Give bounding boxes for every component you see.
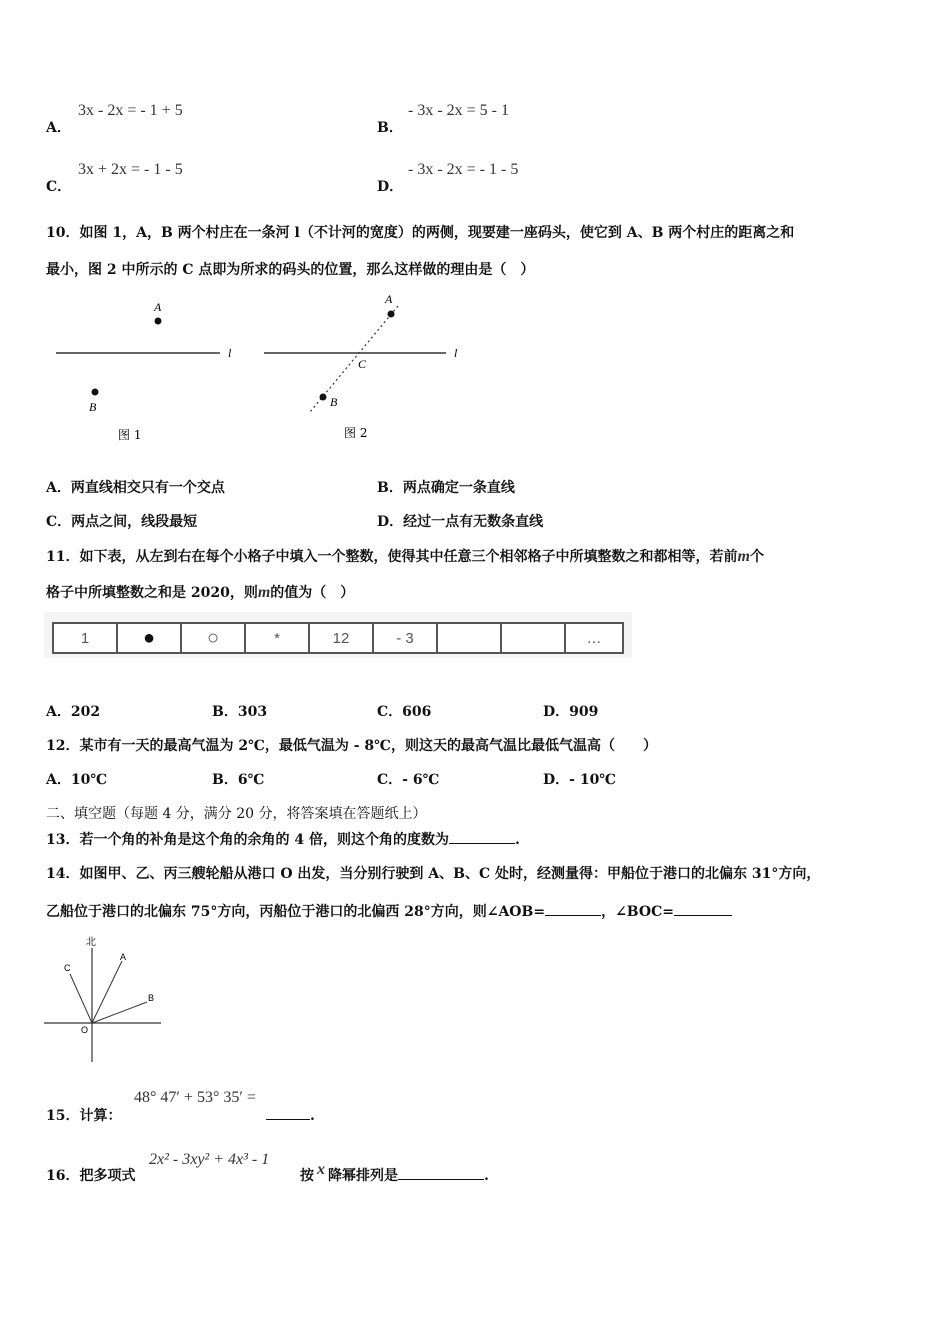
q9-option-a-expr: 3x - 2x = - 1 + 5 — [78, 102, 183, 119]
fig2-point-a — [388, 311, 395, 318]
q11-table — [52, 622, 624, 654]
q14-line1: 14．如图甲、乙、丙三艘轮船从港口 O 出发，当分别行驶到 A、B、C 处时，经测量得：甲船位于港口的北偏东 31°方向， — [46, 866, 821, 882]
q9-option-d-label: D． — [377, 179, 404, 195]
q16-answer-blank[interactable] — [398, 1165, 484, 1180]
fig2-label-a: A — [385, 292, 393, 306]
q11-var-m: m — [737, 548, 750, 565]
q9-option-d-expr: - 3x - 2x = - 1 - 5 — [408, 161, 519, 178]
fig2-label-b: B — [330, 395, 338, 409]
q11-line2-end: 的值为（ ） — [270, 585, 355, 601]
q15-expression — [134, 1089, 256, 1107]
fig2-caption: 图 2 — [344, 426, 368, 440]
q15-plus: + — [183, 1089, 193, 1106]
q10-line1: 10．如图 1，A，B 两个村庄在一条河 l（不计河的宽度）的两侧，现要建一座码头，使它到 A、B 两个村庄的距离之和 — [46, 225, 795, 241]
section2-title: 二、填空题（每题 4 分，满分 20 分，将答案填在答题纸上） — [46, 806, 427, 822]
q15-expr-b: 53° 35′ — [196, 1089, 243, 1106]
q11-cell-8 — [502, 624, 566, 652]
q11-cell-3: ○ — [182, 624, 246, 652]
q15-expr-a: 48° 47′ — [134, 1089, 180, 1106]
q15-end: . — [310, 1108, 315, 1124]
q11-option-b: B．303 — [212, 704, 268, 720]
q10-option-c: C．两点之间，线段最短 — [46, 514, 198, 530]
q11-option-a: A．202 — [46, 704, 101, 720]
q10-option-a: A．两直线相交只有一个交点 — [46, 480, 225, 496]
q10-figures — [40, 290, 480, 450]
fig1-label-a: A — [154, 300, 162, 314]
q12-option-b: B．6℃ — [212, 772, 265, 788]
q12-option-d: D．- 10℃ — [543, 772, 617, 788]
q9-option-c-label: C． — [46, 179, 72, 195]
q14-label-c: C — [64, 963, 71, 973]
q11-table-photo — [44, 612, 632, 658]
q11-option-c: C．606 — [377, 704, 432, 720]
q14-ray-oc — [70, 974, 92, 1023]
q14-line2-mid: ，∠BOC= — [601, 904, 674, 920]
fig2-point-b — [320, 394, 327, 401]
q15-answer — [266, 1105, 315, 1124]
q14-label-a: A — [120, 952, 127, 962]
q15-equals: = — [246, 1089, 256, 1106]
fig2-label-c: C — [358, 357, 367, 371]
fig1-label-b: B — [89, 400, 97, 414]
q15-answer-blank[interactable] — [266, 1105, 310, 1120]
fig1-point-a — [155, 318, 162, 325]
q11-cell-6: - 3 — [374, 624, 438, 652]
q9-option-b-label: B． — [377, 120, 403, 136]
fig1-point-b — [92, 389, 99, 396]
q11-cell-1: 1 — [54, 624, 118, 652]
q16-label: 16．把多项式 — [46, 1168, 136, 1184]
q13-text: 13．若一个角的补角是这个角的余角的 4 倍，则这个角的度数为 — [46, 832, 449, 848]
fig1-label-l: l — [228, 346, 232, 360]
q14-label-o: O — [81, 1025, 89, 1035]
q16-tail — [300, 1161, 489, 1185]
q14-aob-blank[interactable] — [545, 901, 601, 916]
q11-cell-9: … — [586, 629, 602, 647]
fig1-caption: 图 1 — [118, 428, 142, 442]
q13-answer-blank[interactable] — [449, 829, 515, 844]
q16-polynomial: 2x² - 3xy² + 4x³ - 1 — [149, 1151, 270, 1168]
q16-var: x — [317, 1161, 325, 1178]
q16-mid: 按 — [300, 1168, 314, 1184]
q11-line1 — [46, 546, 764, 566]
q11-cell-2: ● — [118, 624, 182, 652]
fig2-label-l: l — [454, 346, 458, 360]
q11-cell-4: * — [246, 624, 310, 652]
q11-cell-5: 12 — [310, 624, 374, 652]
q14-boc-blank[interactable] — [674, 901, 732, 916]
q11-line2 — [46, 582, 354, 602]
q13-line — [46, 829, 520, 849]
q16-end: . — [484, 1168, 489, 1184]
q9-option-a-label: A． — [46, 120, 71, 136]
q10-option-d: D．经过一点有无数条直线 — [377, 514, 544, 530]
q9-option-b-expr: - 3x - 2x = 5 - 1 — [408, 102, 510, 119]
q15-label: 15．计算： — [46, 1108, 122, 1124]
q10-option-b: B．两点确定一条直线 — [377, 480, 515, 496]
q14-label-north: 北 — [86, 937, 96, 948]
q14-figure — [40, 932, 170, 1064]
q14-line2 — [46, 901, 732, 921]
q12-option-a: A．10℃ — [46, 772, 108, 788]
q16-post: 降幂排列是 — [328, 1168, 398, 1184]
q11-line1-text: 11．如下表，从左到右在每个小格子中填入一个整数，使得其中任意三个相邻格子中所填整数之和都相等，若前 — [46, 549, 738, 565]
q11-line2-text: 格子中所填整数之和是 2020，则 — [46, 585, 258, 601]
q12-text: 12．某市有一天的最高气温为 2℃，最低气温为 - 8℃，则这天的最高气温比最低气温高（ ） — [46, 738, 657, 754]
q14-line2-text: 乙船位于港口的北偏东 75°方向，丙船位于港口的北偏西 28°方向，则∠AOB= — [46, 904, 546, 920]
q12-option-c: C．- 6℃ — [377, 772, 440, 788]
q11-var-m-2: m — [257, 584, 271, 601]
q9-option-c-expr: 3x + 2x = - 1 - 5 — [78, 161, 183, 178]
q11-line1-end: 个 — [749, 549, 764, 565]
q13-end: . — [514, 832, 520, 848]
q14-label-b: B — [148, 993, 155, 1003]
q11-option-d: D．909 — [543, 704, 599, 720]
q11-cell-7 — [438, 624, 502, 652]
q10-line2: 最小，图 2 中所示的 C 点即为所求的码头的位置，那么这样做的理由是（ ） — [46, 262, 535, 278]
